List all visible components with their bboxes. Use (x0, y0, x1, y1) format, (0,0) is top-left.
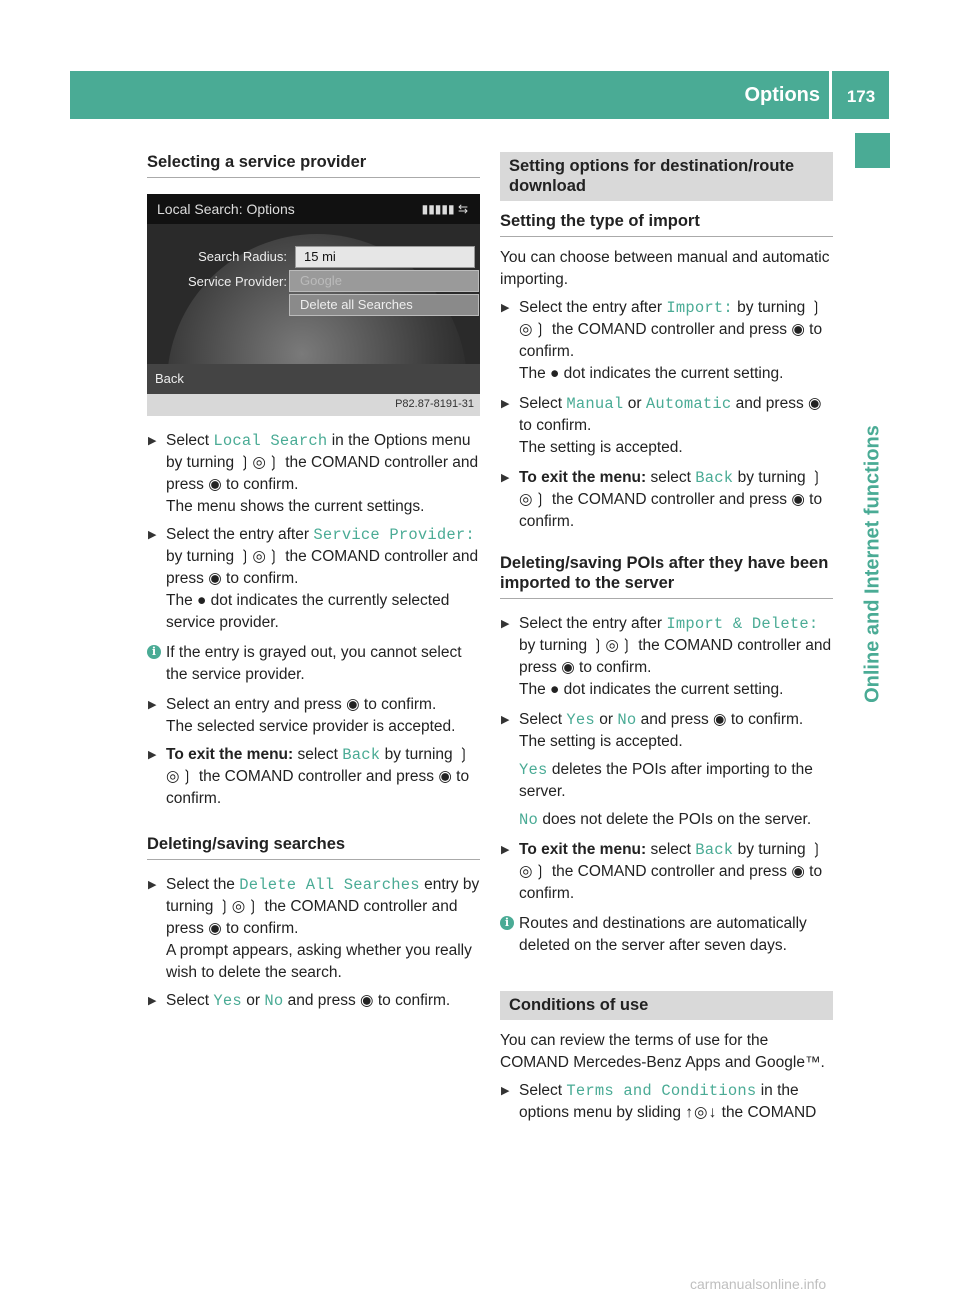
watermark: carmanualsonline.info (690, 1276, 827, 1292)
screen-title: Local Search: Options (157, 201, 295, 217)
press-icon: ◉ (360, 992, 374, 1009)
no-code: No (264, 992, 284, 1010)
step-exit-menu: ▶ To exit the menu: select Back by turning ❳◎❳ the COMAND controller and press ◉ to confirm. (148, 746, 471, 807)
press-icon: ◉ (208, 476, 222, 493)
step-manual-automatic: ▶ Select Manual or Automatic and press ◉ to confirm. The setting is accepted. (501, 395, 822, 456)
step-select-entry: ▶ Select an entry and press ◉ to confirm. The selected service provider is accepted. (148, 696, 456, 735)
step-select-yes-no: ▶ Select Yes or No and press ◉ to confirm. (148, 992, 451, 1010)
back-code: Back (342, 746, 381, 764)
heading-type-of-import: Setting the type of import (500, 211, 833, 237)
intro-import: You can choose between manual and automatic importing. (500, 249, 830, 288)
press-icon: ◉ (791, 491, 805, 508)
note-grayed-out: i If the entry is grayed out, you cannot select the service provider. (147, 642, 480, 686)
press-icon: ◉ (346, 696, 360, 713)
option-delete-all-searches[interactable]: Delete all Searches (289, 294, 479, 316)
controller-turn-icon: ❳◎❳ (519, 469, 824, 508)
no-code: No (617, 711, 637, 729)
yes-code: Yes (519, 761, 548, 779)
search-radius-label: Search Radius: (198, 249, 287, 264)
arrow-icon: ▶ (148, 699, 157, 711)
import-delete-code: Import & Delete: (666, 615, 819, 633)
step-select-yes-no: ▶ Select Yes or No and press ◉ to confirm. The setting is accepted. Yes deletes the POIs after importing to the server. No does not delete the POIs on the server. (501, 711, 813, 829)
arrow-icon: ▶ (501, 618, 510, 630)
press-icon: ◉ (713, 711, 727, 728)
controller-turn-icon: ❳◎❳ (217, 898, 261, 915)
controller-turn-icon: ❳◎❳ (238, 548, 281, 565)
section-title: Options (744, 84, 820, 106)
controller-turn-icon: ❳◎❳ (166, 746, 471, 785)
press-icon: ◉ (791, 863, 805, 880)
arrow-icon: ▶ (501, 714, 510, 726)
band-conditions-of-use: Conditions of use (500, 991, 833, 1020)
option-google[interactable]: Google (289, 270, 479, 292)
yes-code: Yes (566, 711, 595, 729)
arrow-icon: ▶ (148, 435, 157, 447)
step-select-service-provider: ▶ Select the entry after Service Provider: by turning ❳◎❳ the COMAND controller and press ◉ to confirm. The ● dot indicates the currently selected service provider. (148, 526, 479, 631)
arrow-icon: ▶ (148, 879, 157, 891)
left-column (147, 152, 480, 1012)
heading-deleting-saving-pois: Deleting/saving POIs after they have been imported to the server (500, 553, 833, 599)
signal-icon: ▮▮▮▮▮ ⇆ (421, 202, 468, 216)
info-icon: i (500, 916, 514, 930)
delete-all-searches-code: Delete All Searches (239, 876, 420, 894)
press-icon: ◉ (438, 768, 452, 785)
arrow-icon: ▶ (501, 398, 510, 410)
service-provider-label: Service Provider: (188, 274, 287, 289)
heading-deleting-saving-searches: Deleting/saving searches (147, 834, 480, 860)
step-select-local-search: ▶ Select Local Search in the Options menu by turning ❳◎❳ the COMAND controller and press ◉ to confirm. The menu shows the current settings. (148, 432, 479, 515)
press-icon: ◉ (791, 321, 805, 338)
step-terms-conditions: ▶ Select Terms and Conditions in the options menu by sliding ↑◎↓ the COMAND (501, 1082, 817, 1121)
back-code: Back (695, 469, 734, 487)
arrow-icon: ▶ (501, 302, 510, 314)
step-exit-menu: ▶ To exit the menu: select Back by turning ❳◎❳ the COMAND controller and press ◉ to confirm. (501, 469, 824, 530)
press-icon: ◉ (208, 920, 222, 937)
screenshot-local-search-options (147, 194, 480, 416)
screen-bottom-bar (147, 364, 480, 394)
no-code: No (519, 811, 539, 829)
step-select-import: ▶ Select the entry after Import: by turning ❳◎❳ the COMAND controller and press ◉ to confirm. The ● dot indicates the current setting. (501, 299, 824, 382)
service-provider-code: Service Provider: (313, 526, 475, 544)
controller-turn-icon: ❳◎❳ (238, 454, 281, 471)
header-divider (829, 71, 832, 119)
manual-code: Manual (566, 395, 624, 413)
import-code: Import: (666, 299, 733, 317)
arrow-icon: ▶ (148, 995, 157, 1007)
press-icon: ◉ (208, 570, 222, 587)
step-exit-menu-2: ▶ To exit the menu: select Back by turning ❳◎❳ the COMAND controller and press ◉ to confirm. (501, 841, 824, 902)
press-icon: ◉ (808, 395, 822, 412)
terms-code: Terms and Conditions (566, 1082, 757, 1100)
figure-reference: P82.87-8191-31 (395, 398, 474, 410)
arrow-icon: ▶ (501, 1085, 510, 1097)
press-icon: ◉ (561, 659, 575, 676)
arrow-icon: ▶ (501, 472, 510, 484)
controller-turn-icon: ❳◎❳ (519, 299, 824, 338)
automatic-code: Automatic (645, 395, 732, 413)
controller-turn-icon: ❳◎❳ (519, 841, 824, 880)
search-radius-value[interactable]: 15 mi (295, 246, 475, 268)
yes-code: Yes (213, 992, 242, 1010)
step-delete-all-searches: ▶ Select the Delete All Searches entry by turning ❳◎❳ the COMAND controller and press ◉ to confirm. A prompt appears, asking whether you really wish to delete the search. (148, 876, 480, 981)
controller-slide-icon: ↑◎↓ (685, 1104, 718, 1121)
back-option[interactable]: Back (155, 371, 184, 386)
arrow-icon: ▶ (148, 529, 157, 541)
right-column (500, 152, 833, 1124)
local-search-code: Local Search (213, 432, 328, 450)
chapter-tab (855, 133, 890, 168)
arrow-icon: ▶ (148, 749, 157, 761)
back-code: Back (695, 841, 734, 859)
chapter-label: Online and Internet functions (861, 425, 883, 703)
controller-turn-icon: ❳◎❳ (591, 637, 634, 654)
band-destination-route-download: Setting options for destination/route download (500, 152, 833, 201)
page-number: 173 (846, 87, 876, 106)
step-import-delete: ▶ Select the entry after Import & Delete: by turning ❳◎❳ the COMAND controller and press ◉ to confirm. The ● dot indicates the current setting. (501, 615, 832, 698)
note-auto-delete: i Routes and destinations are automatically deleted on the server after seven days. (500, 913, 833, 957)
info-icon: i (147, 645, 161, 659)
arrow-icon: ▶ (501, 844, 510, 856)
conditions-intro: You can review the terms of use for the COMAND Mercedes-Benz Apps and Google™. (500, 1032, 825, 1071)
heading-selecting-service-provider: Selecting a service provider (147, 152, 480, 178)
